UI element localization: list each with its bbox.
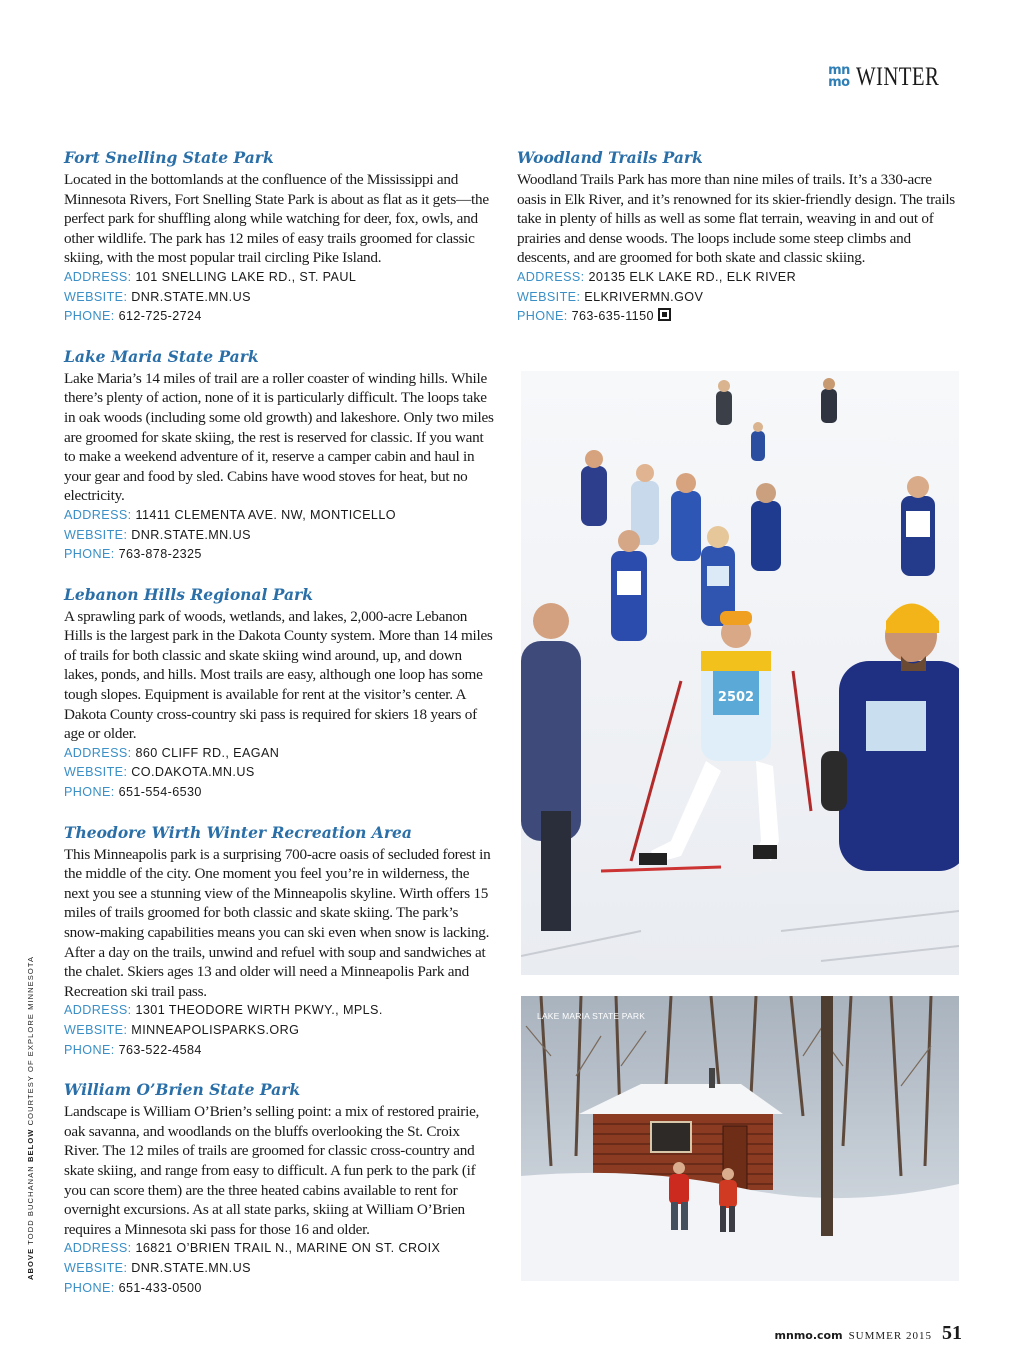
website-label: WEBSITE:	[64, 1260, 128, 1275]
park-website	[64, 763, 496, 783]
address-label: ADDRESS:	[517, 269, 585, 284]
logo-top: mn	[828, 63, 850, 78]
phone-value: 763-878-2325	[118, 547, 202, 562]
park-entry	[64, 148, 496, 327]
park-website	[517, 288, 957, 308]
website-link[interactable]: ELKRIVERMN.GOV	[584, 289, 704, 304]
phone-label: PHONE:	[64, 547, 115, 562]
address-label: ADDRESS:	[64, 1241, 132, 1256]
address-label: ADDRESS:	[64, 507, 132, 522]
phone-label: PHONE:	[64, 785, 115, 800]
website-link[interactable]: DNR.STATE.MN.US	[131, 289, 251, 304]
park-description: Woodland Trails Park has more than nine miles of trails. It’s a 330-acre oasis in Elk River, and it’s renowned for its skier-friendly design. The trails take in plenty of hills as well as some flat terrain, weaving in and out of prairies and dense woods. The loops include some steep climbs and descents, and are groomed for both skate and classic skiing.	[517, 171, 955, 267]
phone-value: 763-635-1150	[571, 309, 654, 324]
park-description: Lake Maria’s 14 miles of trail are a roller coaster of winding hills. While there’s plenty of action, none of it is particularly difficult. The loops take in oak woods (including some old growth) and lakeshore. Only two miles are groomed for skate skiing, the rest is reserved for classic. If you want to make a weekend adventure of it, reserve a camper cabin and haul in your gear and food by sled. Cabins have wood stoves for heat, but no electricity.	[64, 369, 494, 505]
website-label: WEBSITE:	[64, 765, 128, 780]
park-description: A sprawling park of woods, wetlands, and lakes, 2,000-acre Lebanon Hills is the largest park in the Dakota County system. More than 14 miles of trails for both classic and skate skiing wind around, up, and down lakes, ponds, and hills. Most trails are easy, although one loop has some tough slopes. Equipment is available for rent at the visitor’s center. A Dakota County cross-country ski pass is required for skiers 18 years of age or older.	[64, 607, 493, 743]
park-address	[64, 1239, 496, 1259]
photo-caption: LAKE MARIA STATE PARK	[537, 1011, 646, 1021]
park-description: Located in the bottomlands at the confluence of the Mississippi and Minnesota Rivers, Fort Snelling State Park is about as flat as it gets—the perfect park for shuffling along while watching for deer, fox, owls, and other wildlife. The park has 12 miles of easy trails groomed for classic skiing, with the most popular trail circling Pike Island.	[64, 171, 489, 267]
phone-label: PHONE:	[517, 309, 568, 324]
section-header	[828, 62, 960, 92]
park-description: This Minneapolis park is a surprising 700-acre oasis of secluded forest in the middle of the city. One moment you feel you’re in wilderness, the next you see a stunning view of the Minneapolis skyline. Wirth offers 15 miles of trails groomed for both classic and skate skiing. The park’s snow-making capabilities means you can ski even when snow is lacking. After a day on the trails, unwind and refuel with soup and sandwiches at the chalet. Skiers ages 13 and older will need a Minneapolis Park and Recreation ski trail pass.	[64, 845, 491, 1000]
website-label: WEBSITE:	[64, 527, 128, 542]
website-link[interactable]: CO.DAKOTA.MN.US	[131, 765, 255, 780]
park-title: Theodore Wirth Winter Recreation Area	[64, 822, 412, 842]
park-phone	[64, 1041, 496, 1061]
website-link[interactable]: MINNEAPOLISPARKS.ORG	[131, 1022, 300, 1037]
address-value: 1301 THEODORE WIRTH PKWY., MPLS.	[135, 1003, 383, 1018]
phone-label: PHONE:	[64, 1280, 115, 1295]
section-title: WINTER	[855, 62, 940, 91]
address-label: ADDRESS:	[64, 269, 132, 284]
park-phone	[517, 307, 957, 327]
park-description: Landscape is William O’Brien’s selling point: a mix of restored prairie, oak savanna, and woodlands on the bluffs overlooking the St. Croix River. The 12 miles of trails are groomed for classic cross-country and skate skiing, and range from easy to difficult. A fun perk to the park (if you can score them) are the three heated cabins available to rent for overnight excursions. As at all state parks, skiing at William O’Brien requires a Minnesota ski pass for those 16 and older.	[64, 1103, 480, 1238]
park-entry	[64, 823, 496, 1061]
park-address	[517, 268, 957, 288]
credit-above-name: TODD BUCHANAN	[26, 1165, 35, 1245]
phone-value: 651-433-0500	[118, 1280, 202, 1295]
park-title: Lake Maria State Park	[64, 346, 259, 366]
park-entry	[64, 347, 496, 565]
footer-site[interactable]: mnmo.com	[774, 1329, 843, 1342]
ski-race-photo	[521, 371, 959, 975]
page-footer	[775, 1322, 962, 1345]
photo-credit	[26, 956, 35, 1280]
mnmo-logo	[828, 65, 850, 89]
cabin-photo	[521, 996, 959, 1281]
ski-race-illustration	[521, 371, 959, 975]
park-website	[64, 526, 496, 546]
park-phone	[64, 545, 496, 565]
park-address	[64, 1001, 496, 1021]
right-column	[517, 148, 957, 347]
park-website	[64, 288, 496, 308]
address-label: ADDRESS:	[64, 745, 132, 760]
park-website	[64, 1259, 496, 1279]
left-column	[64, 148, 496, 1318]
park-phone	[64, 783, 496, 803]
park-address	[64, 506, 496, 526]
website-label: WEBSITE:	[517, 289, 581, 304]
address-value: 16821 O’BRIEN TRAIL N., MARINE ON ST. CROIX	[135, 1241, 441, 1256]
phone-value: 651-554-6530	[118, 785, 202, 800]
address-value: 20135 ELK LAKE RD., ELK RIVER	[588, 269, 797, 284]
park-website	[64, 1021, 496, 1041]
park-title: Lebanon Hills Regional Park	[64, 584, 313, 604]
address-value: 860 CLIFF RD., EAGAN	[135, 745, 280, 760]
park-title: William O’Brien State Park	[64, 1080, 301, 1100]
end-mark-icon	[658, 308, 671, 321]
website-label: WEBSITE:	[64, 289, 128, 304]
park-phone	[64, 307, 496, 327]
park-address	[64, 744, 496, 764]
address-value: 101 SNELLING LAKE RD., ST. PAUL	[135, 269, 357, 284]
cabin-illustration	[521, 996, 959, 1281]
website-label: WEBSITE:	[64, 1022, 128, 1037]
park-entry	[64, 1080, 496, 1298]
page-number: 51	[942, 1322, 962, 1344]
address-label: ADDRESS:	[64, 1003, 132, 1018]
website-link[interactable]: DNR.STATE.MN.US	[131, 1260, 251, 1275]
credit-below-text: COURTESY OF EXPLORE MINNESOTA	[26, 955, 35, 1126]
park-entry	[64, 585, 496, 803]
phone-label: PHONE:	[64, 1042, 115, 1057]
park-entry	[517, 148, 957, 327]
credit-below-label: BELOW	[26, 1128, 35, 1162]
park-phone	[64, 1279, 496, 1299]
bib-number: 2502	[717, 690, 755, 705]
phone-value: 612-725-2724	[118, 309, 202, 324]
credit-above-label: ABOVE	[26, 1247, 35, 1280]
phone-label: PHONE:	[64, 309, 115, 324]
website-link[interactable]: DNR.STATE.MN.US	[131, 527, 251, 542]
park-title: Woodland Trails Park	[517, 148, 703, 167]
address-value: 11411 CLEMENTA AVE. NW, MONTICELLO	[135, 507, 396, 522]
phone-value: 763-522-4584	[118, 1042, 202, 1057]
park-address	[64, 268, 496, 288]
tree-trunk	[821, 996, 833, 1236]
footer-issue: SUMMER 2015	[848, 1330, 932, 1342]
logo-bottom: mo	[828, 75, 850, 90]
park-title: Fort Snelling State Park	[64, 148, 274, 167]
